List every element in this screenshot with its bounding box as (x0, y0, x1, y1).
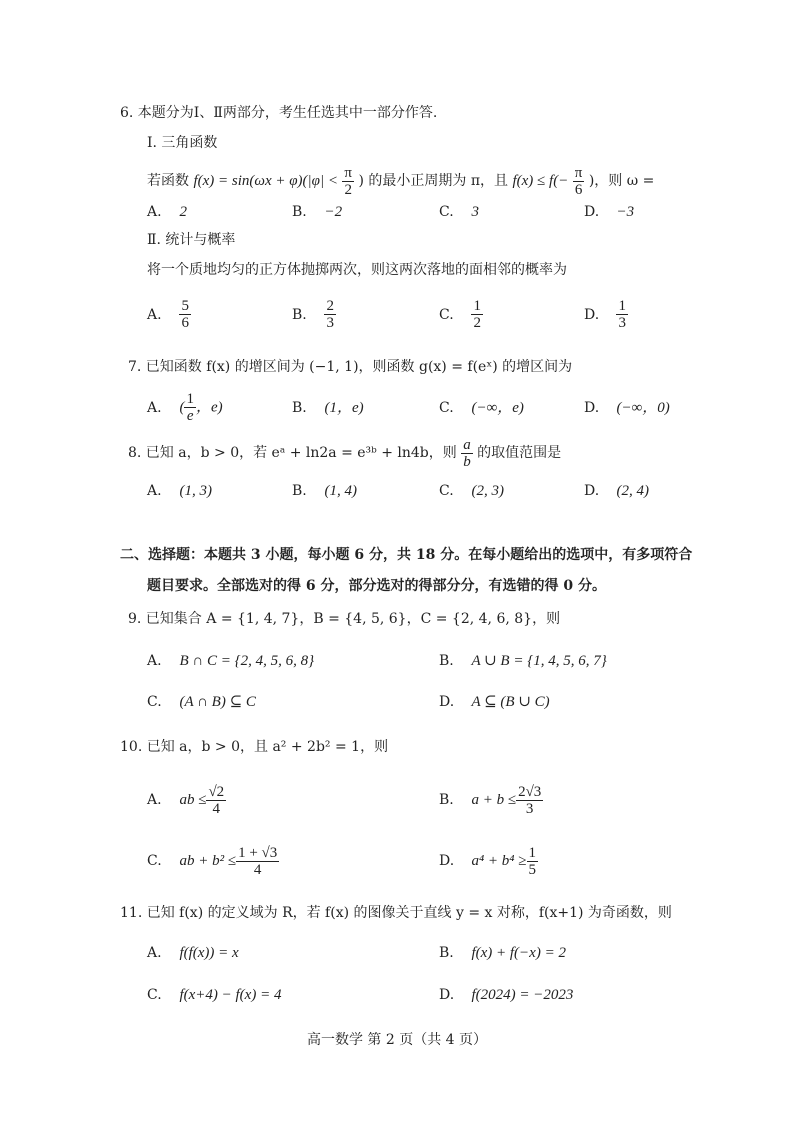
frac-den: 2 (344, 181, 352, 198)
q6-expr2: f(x) ≤ f(− (512, 173, 569, 189)
option-value: 3 (471, 204, 479, 220)
option-label: D. (584, 306, 600, 323)
option-post: ，e) (195, 399, 223, 416)
frac-den: 2 (473, 315, 481, 331)
q6-text-b: ) 的最小正周期为 π，且 (358, 173, 509, 189)
option-label: B. (439, 792, 454, 808)
frac-num: 1 (473, 298, 481, 314)
option-label: B. (292, 306, 307, 323)
option-label: D. (584, 483, 600, 499)
frac-den: b (463, 453, 471, 470)
q6-part1-question (147, 163, 654, 199)
option-value: −2 (324, 204, 343, 220)
q11-stem: 11. 已知 f(x) 的定义域为 R，若 f(x) 的图像关于直线 y = x 对称，f(x+1) 为奇函数，则 (120, 905, 672, 921)
option-label: B. (439, 945, 454, 961)
frac-den: 3 (525, 800, 534, 817)
frac-num: π (344, 164, 352, 181)
option-label: D. (584, 400, 600, 416)
option-pre: ab ≤ (179, 792, 207, 808)
frac-den: 6 (181, 315, 189, 331)
section2-heading-line1: 二、选择题：本题共 3 小题，每小题 6 分，共 18 分。在每小题给出的选项中，有多项符合 (120, 547, 693, 563)
q9-option-c (147, 692, 256, 712)
option-pre: ab + b² ≤ (179, 853, 237, 869)
frac-num: 1 + √3 (238, 844, 278, 861)
option-value: (1, 4) (324, 483, 357, 499)
q6-part1-option-d (584, 202, 634, 222)
frac-num: 2√3 (518, 783, 542, 800)
option-label: A. (147, 204, 162, 220)
frac-den: 6 (574, 181, 583, 198)
q10-option-d (439, 843, 538, 879)
frac-den: 5 (528, 861, 536, 878)
q6-pi-over-6 (573, 165, 585, 198)
option-label: D. (584, 204, 600, 220)
option-value: (1，e) (324, 400, 364, 416)
option-value: (−∞，0) (616, 400, 670, 416)
q7-option-b (292, 398, 364, 418)
q11-option-a (147, 943, 239, 963)
frac-num: √2 (208, 783, 225, 800)
frac-num: a (463, 436, 471, 453)
option-label: C. (439, 483, 454, 499)
frac-den: e (186, 408, 194, 424)
option-label: D. (439, 987, 455, 1003)
option-label: C. (147, 987, 162, 1003)
section2-heading-line2: 题目要求。全部选对的得 6 分，部分选对的得部分分，有选错的得 0 分。 (147, 578, 606, 594)
option-label: D. (439, 694, 455, 710)
q9-stem: 9. 已知集合 A = {1, 4, 7}，B = {4, 5, 6}，C = {2, 4, 6, 8}，则 (128, 611, 561, 627)
q8-option-c (439, 481, 504, 501)
frac-den: 3 (618, 315, 626, 331)
q6-part1-option-a (147, 202, 187, 222)
option-label: B. (439, 653, 454, 669)
frac-num: 1 (618, 298, 626, 314)
option-pre: a + b ≤ (471, 792, 517, 808)
option-label: A. (147, 945, 162, 961)
option-label: A. (147, 792, 162, 808)
option-value: f(x) + f(−x) = 2 (471, 945, 566, 961)
option-label: B. (292, 483, 307, 499)
option-value: B ∩ C = {2, 4, 5, 6, 8} (179, 653, 315, 669)
option-label: D. (439, 853, 455, 869)
option-label: C. (439, 400, 454, 416)
q8-stem (128, 436, 561, 470)
q8-option-a (147, 481, 212, 501)
option-pre: ( (179, 399, 185, 416)
option-label: A. (147, 399, 162, 416)
option-value: (A ∩ B) ⊆ C (179, 694, 256, 710)
option-value: f(2024) = −2023 (471, 987, 574, 1003)
option-label: B. (292, 400, 307, 416)
option-value: 2 (179, 204, 187, 220)
q9-option-b (439, 651, 607, 671)
option-value: A ⊆ (B ∪ C) (471, 694, 550, 710)
option-label: B. (292, 204, 307, 220)
q6-part2-option-b (292, 298, 336, 331)
frac-den: 4 (253, 861, 262, 878)
q6-part2-text: 将一个质地均匀的正方体抛掷两次，则这两次落地的面相邻的概率为 (147, 262, 567, 278)
frac-den: 4 (212, 800, 221, 817)
option-label: C. (439, 306, 454, 323)
q8-option-b (292, 481, 357, 501)
q8-stem-b: 的取值范围是 (477, 445, 562, 461)
q10-option-b (439, 782, 543, 818)
frac-num: 2 (326, 298, 334, 314)
option-value: A ∪ B = {1, 4, 5, 6, 7} (471, 653, 607, 669)
q10-stem: 10. 已知 a，b > 0，且 a² + 2b² = 1，则 (120, 739, 389, 755)
q7-stem: 7. 已知函数 f(x) 的增区间为 (−1, 1)，则函数 g(x) = f(eˣ) 的增区间为 (128, 359, 573, 375)
q6-stem: 6. 本题分为Ⅰ、Ⅱ两部分，考生任选其中一部分作答. (120, 105, 438, 121)
q9-option-d (439, 692, 550, 712)
option-label: A. (147, 653, 162, 669)
option-value: f(x+4) − f(x) = 4 (179, 987, 282, 1003)
option-value: (2, 4) (616, 483, 649, 499)
q6-part2-title: Ⅱ. 统计与概率 (147, 232, 236, 248)
q11-option-d (439, 985, 573, 1005)
q9-option-a (147, 651, 314, 671)
page-footer: 高一数学 第 2 页（共 4 页） (306, 1032, 488, 1048)
q6-text-c: )，则 ω = (588, 173, 655, 189)
q6-expr1: f(x) = sin(ωx + φ)(|φ| < (193, 173, 338, 189)
frac-den: 3 (326, 315, 334, 331)
q6-part2-option-c (439, 298, 483, 331)
option-value: (2, 3) (471, 483, 504, 499)
q10-option-a (147, 782, 226, 818)
option-value: (−∞，e) (471, 400, 524, 416)
q6-part1-title: Ⅰ. 三角函数 (147, 135, 218, 151)
option-value: f(f(x)) = x (179, 945, 239, 961)
q6-part1-option-b (292, 202, 342, 222)
q6-part2-option-a (147, 298, 191, 331)
option-label: C. (147, 694, 162, 710)
q7-option-c (439, 398, 524, 418)
q6-part2-option-d (584, 298, 628, 331)
q6-part1-option-c (439, 202, 479, 222)
option-label: A. (147, 483, 162, 499)
option-pre: a⁴ + b⁴ ≥ (471, 853, 527, 869)
frac-num: π (574, 164, 583, 181)
option-label: A. (147, 306, 162, 323)
frac-num: 1 (528, 844, 536, 861)
frac-num: 1 (186, 391, 194, 407)
q11-option-c (147, 985, 281, 1005)
q6-text-a: 若函数 (147, 173, 189, 189)
option-label: C. (439, 204, 454, 220)
option-value: −3 (616, 204, 635, 220)
option-value: (1, 3) (179, 483, 212, 499)
q10-option-c (147, 843, 279, 879)
option-label: C. (147, 853, 162, 869)
q11-option-b (439, 943, 566, 963)
q7-option-d (584, 398, 670, 418)
q7-option-a (147, 391, 223, 424)
q8-stem-a: 8. 已知 a，b > 0，若 eᵃ + ln2a = e³ᵇ + ln4b，则 (128, 445, 457, 461)
q8-option-d (584, 481, 649, 501)
frac-num: 5 (181, 298, 189, 314)
q6-pi-over-2 (342, 165, 354, 198)
